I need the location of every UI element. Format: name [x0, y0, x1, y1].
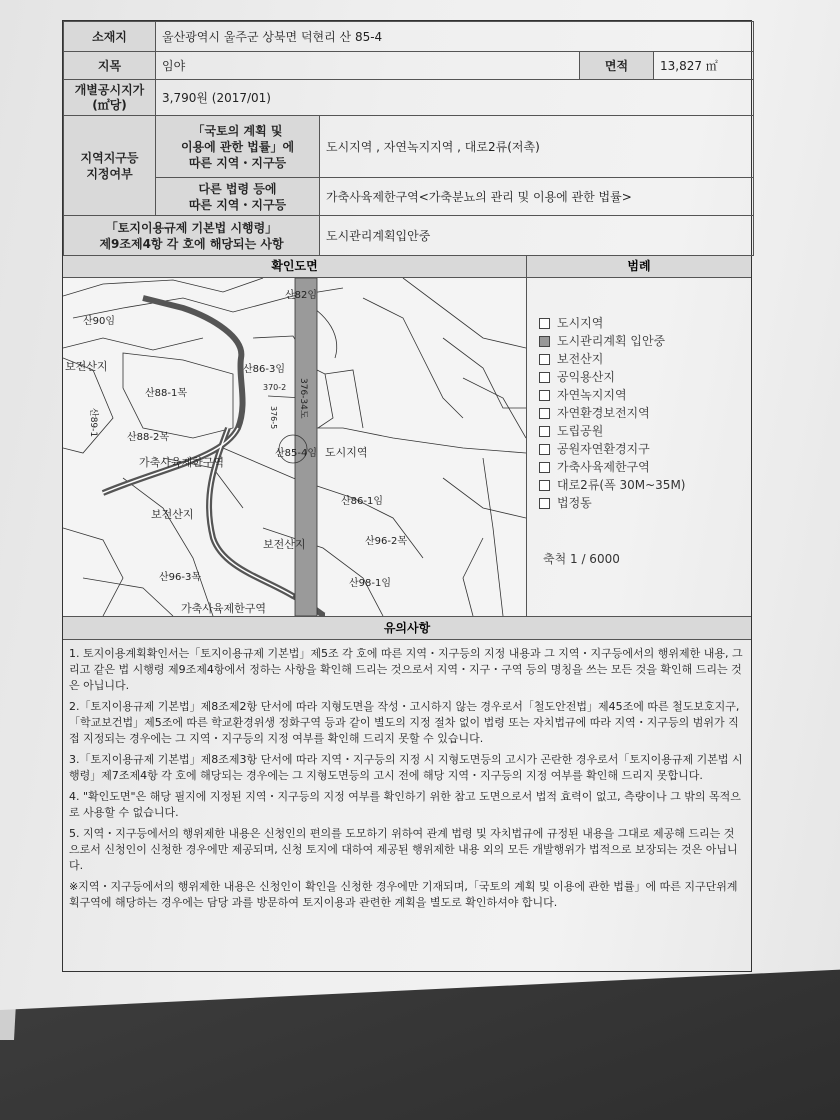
- map-label: 보전산지: [65, 360, 108, 373]
- legend-header: 범례: [527, 256, 751, 278]
- map-label: 산82임: [285, 290, 318, 301]
- law1-value: 도시지역 , 자연녹지지역 , 대로2류(저촉): [320, 116, 754, 178]
- legend-item: [539, 422, 685, 440]
- note-item: 2.「토지이용규제 기본법」제8조제2항 단서에 따라 지형도면을 작성・고시하지 않는 경우로서「철도안전법」제45조에 따른 철도보호지구,「학교보건법」제5조에 따른 학교환경위생 정화구역 등과 같이 별도의 지정 절차 없이 법령 또는 자치법규에 따라 지역・지구등의 범위가 직접 지정되는 경우에는 그 지역・지구등의 지정 여부를 확인해 드리지 못할 수 있습니다.: [69, 700, 740, 745]
- location-value: 울산광역시 울주군 상북면 덕현리 산 85-4: [156, 22, 754, 52]
- map-header: 확인도면: [63, 256, 526, 278]
- map-label: 산88-2목: [127, 432, 170, 443]
- jimok-label: 지목: [64, 52, 156, 80]
- legend-item: [539, 332, 685, 350]
- map-label: 가축사육제한구역: [139, 456, 225, 469]
- legend-item: [539, 476, 685, 494]
- map-legend-section: [63, 256, 751, 617]
- price-value: 3,790원 (2017/01): [156, 80, 754, 116]
- legend-item: [539, 404, 685, 422]
- note-item: 5. 지역・지구등에서의 행위제한 내용은 신청인의 편의를 도모하기 위하여 관계 법령 및 자치법규에 규정된 내용을 그대로 제공해 드리는 것으로서 신청인이 신청한 경우에만 제공되며, 신청 토지에 대하여 제공된 행위제한 내용 외의 모든 개발행위가 법적으로 보장되는 것은 아닙니다.: [69, 827, 738, 872]
- law3-label: 「토지이용규제 기본법 시행령」 제9조제4항 각 호에 해당되는 사항: [64, 216, 320, 256]
- legend-item-label: 공원자연환경지구: [557, 442, 650, 456]
- legend-swatch: [539, 480, 550, 491]
- legend-item-label: 도시관리계획 입안중: [557, 334, 666, 348]
- law2-label: 다른 법령 등에 따른 지역・지구등: [156, 178, 320, 216]
- map-cell: [63, 256, 527, 616]
- legend-list: [539, 314, 685, 512]
- map-label: 보전산지: [263, 538, 306, 551]
- land-info-table: [63, 21, 754, 256]
- legend-item-label: 자연녹지지역: [557, 388, 627, 402]
- map-label: 산96-3목: [159, 572, 202, 583]
- legend-item-label: 대로2류(폭 30M~35M): [557, 478, 686, 492]
- law2-value: 가축사육제한구역<가축분뇨의 관리 및 이용에 관한 법률>: [320, 178, 754, 216]
- map-label: 산89-1: [88, 408, 98, 438]
- legend-item: [539, 386, 685, 404]
- notes-list: [63, 640, 751, 911]
- legend-item-label: 공익용산지: [557, 370, 615, 384]
- price-label: 개별공시지가 (㎡당): [64, 80, 156, 116]
- law1-label: 「국토의 계획 및 이용에 관한 법률」에 따른 지역・지구등: [156, 116, 320, 178]
- legend-swatch: [539, 354, 550, 365]
- map-label: 376-5: [269, 406, 278, 430]
- location-label: 소재지: [64, 22, 156, 52]
- legend-item: [539, 494, 685, 512]
- legend-swatch: [539, 336, 550, 347]
- map-label: 376-34도: [298, 378, 308, 419]
- note-item: ※지역・지구등에서의 행위제한 내용은 신청인이 확인을 신청한 경우에만 기재되며,「국토의 계획 및 이용에 관한 법률」에 따른 지구단위계획구역에 해당하는 경우에는 담당 과를 방문하여 토지이용과 관련한 계획을 별도로 확인하셔야 합니다.: [69, 880, 738, 909]
- legend-swatch: [539, 372, 550, 383]
- legend-swatch: [539, 426, 550, 437]
- map-label: 370-2: [263, 383, 287, 392]
- map-label: 산85-4임: [275, 448, 318, 459]
- area-value: 13,827 ㎡: [654, 52, 754, 80]
- legend-item: [539, 350, 685, 368]
- legend-item-label: 도립공원: [557, 424, 604, 438]
- notes-header: 유의사항: [63, 617, 751, 640]
- legend-swatch: [539, 462, 550, 473]
- note-item: 3.「토지이용규제 기본법」제8조제3항 단서에 따라 지역・지구등의 지정 시 지형도면등의 고시가 곤란한 경우로서「토지이용규제 기본법 시행령」제7조제4항 각 호에 해당되는 경우에는 그 지형도면등의 고시 전에 해당 지역・지구등의 지정 여부를 확인해 드리지 못합니다.: [69, 753, 743, 782]
- map-label: 산90임: [83, 316, 116, 327]
- road-band: [295, 278, 317, 616]
- legend-item: [539, 440, 685, 458]
- map-label: 도시지역: [325, 446, 368, 459]
- legend-item-label: 가축사육제한구역: [557, 460, 650, 474]
- note-item: 1. 토지이용계획확인서는「토지이용규제 기본법」제5조 각 호에 따른 지역・지구등의 지정 내용과 그 지역・지구등에서의 행위제한 내용, 그리고 같은 법 시행령 제9조제4항에서 정하는 사항을 확인해 드리는 것으로서 지역・지구・구역 등의 명칭을 쓰는 모든 것을 확인해 드리는 것은 아닙니다.: [69, 647, 743, 692]
- map-label: 산98-1임: [349, 578, 392, 589]
- legend-swatch: [539, 318, 550, 329]
- land-use-certificate: [62, 20, 752, 972]
- legend-cell: [527, 256, 751, 616]
- legend-item-label: 자연환경보전지역: [557, 406, 650, 420]
- legend-item-label: 법정동: [557, 496, 592, 510]
- legend-swatch: [539, 390, 550, 401]
- legend-swatch: [539, 408, 550, 419]
- legend-swatch: [539, 444, 550, 455]
- map-label: 가축사육제한구역: [181, 602, 267, 615]
- map-label: 보전산지: [151, 508, 194, 521]
- map-scale: 축척 1 / 6000: [543, 552, 620, 566]
- legend-item: [539, 458, 685, 476]
- legend-item: [539, 368, 685, 386]
- legend-item: [539, 314, 685, 332]
- map-label: 산88-1목: [145, 388, 188, 399]
- legend-item-label: 보전산지: [557, 352, 604, 366]
- jimok-value: 임야: [156, 52, 580, 80]
- map-label: 산86-1임: [341, 496, 384, 507]
- map-label: 산96-2목: [365, 536, 408, 547]
- law3-value: 도시관리계획입안중: [320, 216, 754, 256]
- note-item: 4. "확인도면"은 해당 필지에 지정된 지역・지구등의 지정 여부를 확인하기 위한 참고 도면으로서 법적 효력이 없고, 측량이나 그 밖의 목적으로 사용할 수 없습니다.: [69, 790, 741, 819]
- confirmation-map: [63, 278, 526, 616]
- area-label: 면적: [580, 52, 654, 80]
- zone-label: 지역지구등 지정여부: [64, 116, 156, 216]
- map-drawing: [63, 278, 526, 616]
- map-label: 산86-3임: [243, 364, 286, 375]
- legend-item-label: 도시지역: [557, 316, 604, 330]
- legend-swatch: [539, 498, 550, 509]
